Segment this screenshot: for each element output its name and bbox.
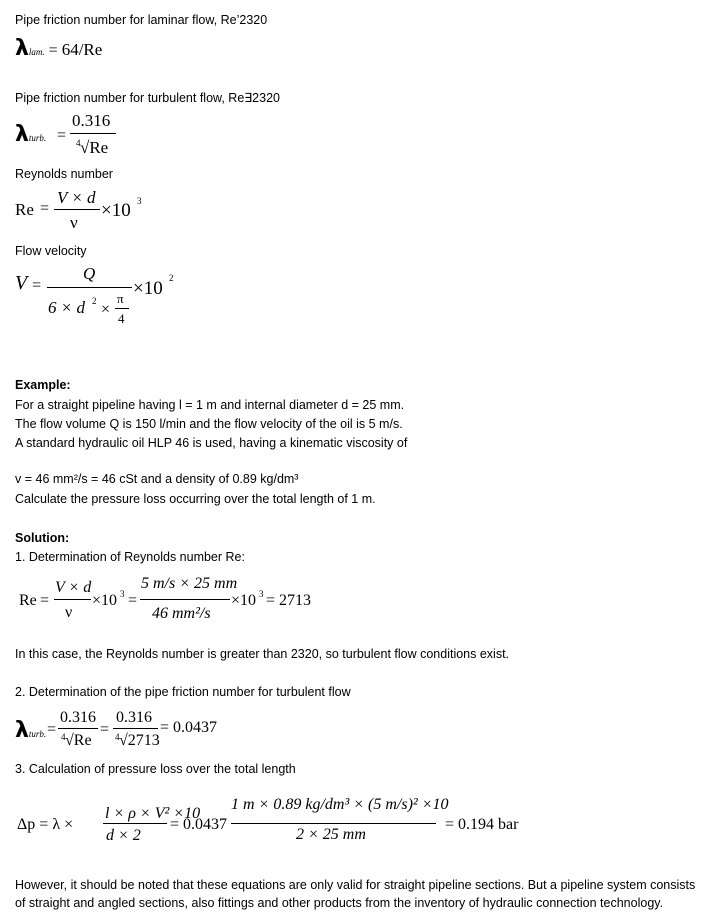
- re-numerator: V × d: [55, 579, 92, 596]
- lambda-symbol: λ: [15, 122, 29, 147]
- times-symbol: ×: [101, 301, 111, 318]
- turb-numerator: 0.316: [60, 709, 96, 726]
- times-ten: ×10: [92, 592, 118, 609]
- re-denominator: ν: [65, 604, 73, 621]
- turb-denominator: √Re: [65, 732, 92, 749]
- solution-heading: Solution:: [15, 531, 70, 545]
- v-label: V: [15, 272, 28, 294]
- times-ten: ×10: [231, 592, 257, 609]
- fraction-bar: [58, 728, 98, 729]
- sol-denominator: 46 mm²/s: [152, 605, 211, 622]
- fraction-bar: [115, 308, 129, 309]
- root-index: 4: [61, 732, 66, 742]
- example-line: v = 46 mm²/s = 46 cSt and a density of 0.89 kg/dm³: [15, 472, 299, 486]
- solution-note: In this case, the Reynolds number is greater than 2320, so turbulent flow conditions exist.: [15, 647, 510, 661]
- exponent: 3: [120, 589, 125, 599]
- sol-result: = 2713: [266, 592, 312, 609]
- dp-denominator: d × 2: [106, 827, 141, 844]
- pi-symbol: π: [117, 291, 124, 306]
- four: 4: [118, 311, 125, 326]
- lambda-symbol: λ: [15, 36, 29, 61]
- fraction-bar: [231, 823, 436, 824]
- v-denominator: 6 × d: [48, 298, 85, 317]
- lambda-subscript: lam.: [28, 47, 45, 57]
- solution-step: 1. Determination of Reynolds number Re:: [15, 550, 245, 564]
- turb-denominator: √Re: [80, 138, 109, 157]
- example-line: For a straight pipeline having l = 1 m and internal diameter d = 25 mm.: [15, 398, 405, 412]
- footer-line: However, it should be noted that these equations are only valid for straight pipeline sections. But a pipeline system consists: [15, 878, 696, 892]
- lambda-result: = 0.0437: [160, 719, 218, 736]
- example-heading: Example:: [15, 378, 71, 392]
- equals: =: [40, 592, 50, 609]
- laminar-rhs: 64/Re: [61, 40, 103, 59]
- lambda-subscript: turb.: [28, 133, 47, 143]
- solution-step: 2. Determination of the pipe friction number for turbulent flow: [15, 685, 351, 699]
- fraction-bar: [140, 599, 230, 600]
- fraction-bar: [70, 133, 116, 134]
- fraction-bar: [54, 599, 91, 600]
- dp-numerator: 1 m × 0.89 kg/dm³ × (5 m/s)² ×10: [231, 796, 449, 813]
- sol-numerator: 5 m/s × 25 mm: [141, 575, 238, 592]
- footer-line: of straight and angled sections, also fittings and other products from the inventory of hydraulic connection technology.: [15, 896, 664, 910]
- laminar-title: Pipe friction number for laminar flow, Re’2320: [15, 13, 268, 27]
- lambda-symbol: λ: [15, 718, 29, 743]
- dp-label: Δp = λ ×: [17, 816, 74, 833]
- exponent: 2: [92, 296, 97, 306]
- equals: =: [32, 277, 42, 294]
- root-index: 4: [115, 732, 120, 742]
- equals: =: [100, 721, 110, 738]
- v-numerator: Q: [83, 264, 96, 283]
- dp-result: = 0.194 bar: [445, 816, 519, 833]
- times-ten: ×10: [133, 278, 163, 299]
- exponent: 3: [137, 196, 142, 206]
- exponent: 2: [169, 273, 174, 283]
- dp-numerator: l × ρ × V² ×10: [105, 805, 201, 822]
- re-label: Re: [19, 592, 37, 609]
- fraction-bar: [54, 209, 100, 210]
- equals: =: [57, 127, 67, 144]
- example-line: A standard hydraulic oil HLP 46 is used, having a kinematic viscosity of: [15, 436, 408, 450]
- lambda-turb: [15, 720, 46, 742]
- dp-mid: = 0.0437: [170, 816, 228, 833]
- laminar-formula: [15, 38, 102, 60]
- equals: =: [128, 592, 138, 609]
- lambda-turb: [15, 124, 46, 146]
- times-ten: ×10: [101, 200, 131, 221]
- lambda-subscript: turb.: [28, 729, 47, 739]
- equals: =: [40, 200, 50, 217]
- re-denominator: ν: [70, 213, 78, 232]
- sqrt-2713: √2713: [119, 732, 160, 749]
- velocity-title: Flow velocity: [15, 244, 87, 258]
- turb-numerator: 0.316: [116, 709, 152, 726]
- solution-step: 3. Calculation of pressure loss over the total length: [15, 762, 296, 776]
- fraction-bar: [113, 728, 158, 729]
- re-label: Re: [15, 200, 34, 219]
- reynolds-title: Reynolds number: [15, 167, 113, 181]
- fraction-bar: [103, 823, 167, 824]
- exponent: 3: [259, 589, 264, 599]
- equals: =: [47, 721, 57, 738]
- example-line: Calculate the pressure loss occurring over the total length of 1 m.: [15, 492, 376, 506]
- turb-numerator: 0.316: [72, 111, 111, 130]
- re-numerator: V × d: [57, 188, 96, 207]
- dp-denominator: 2 × 25 mm: [296, 826, 366, 843]
- example-line: The flow volume Q is 150 l/min and the flow velocity of the oil is 5 m/s.: [15, 417, 403, 431]
- root-index: 4: [76, 138, 81, 148]
- equals: =: [48, 42, 58, 59]
- fraction-bar: [47, 287, 132, 288]
- turbulent-title: Pipe friction number for turbulent flow, Re∃2320: [15, 91, 280, 105]
